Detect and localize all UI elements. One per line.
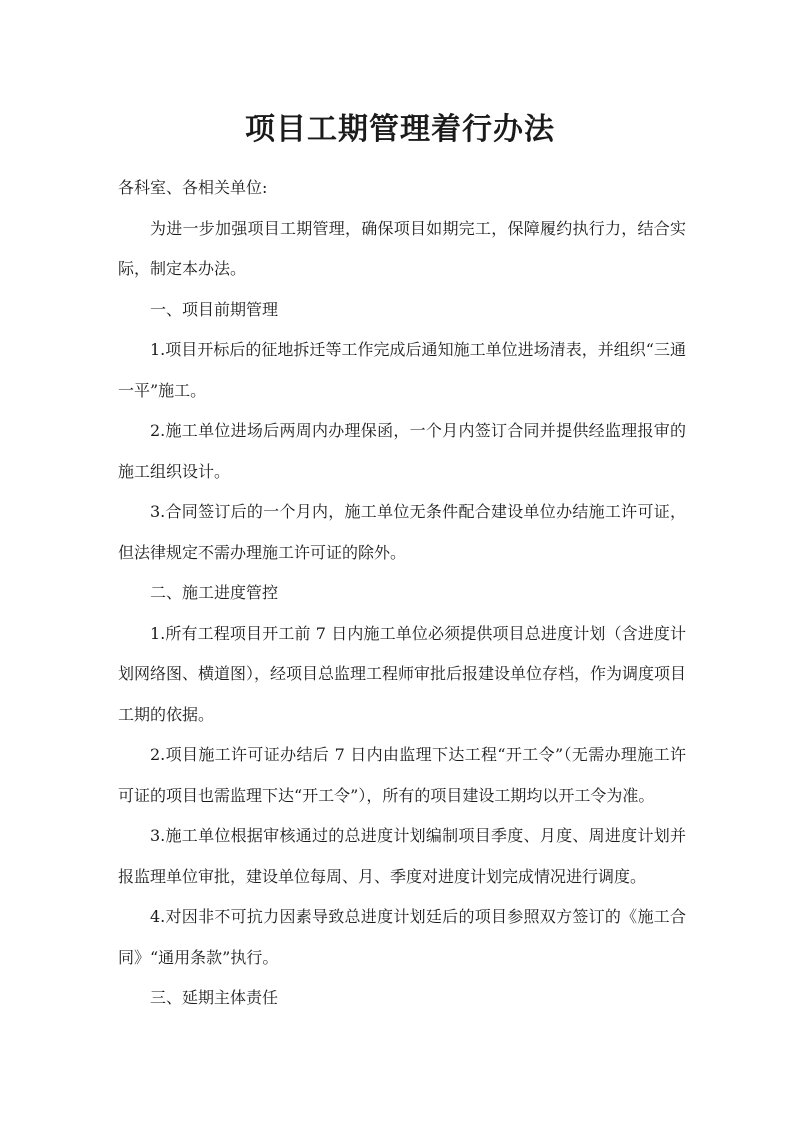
section-heading-3: 三、延期主体责任 (150, 988, 279, 1007)
clause-2-1: 1.所有工程项目开工前 7 日内施工单位必须提供项目总进度计划（含进度计划网络图、横道图），经项目总监理工程师审批后报建设单位存档，作为调度项目工期的依据。 (118, 623, 687, 724)
clause-1-2: 2.施工单位进场后两周内办理保函，一个月内签订合同并提供经监理报审的施工组织设计。 (118, 421, 686, 481)
salutation: 各科室、各相关单位: (118, 178, 268, 197)
section-heading-1: 一、项目前期管理 (150, 299, 279, 319)
clause-2-2: 2.项目施工许可证办结后 7 日内由监理下达工程“开工令”（无需办理施工许可证的项目也需监理下达“开工令”），所有的项目建设工期均以开工令为准。 (118, 745, 686, 805)
section-heading-2: 二、施工进度管控 (150, 583, 279, 602)
document-body (118, 168, 686, 1019)
document-title: 项目工期管理着行办法 (245, 112, 555, 147)
clause-2-3: 3.施工单位根据审核通过的总进度计划编制项目季度、月度、周进度计划并报监理单位审批，建设单位每周、月、季度对进度计划完成情况进行调度。 (118, 826, 686, 886)
clause-1-3: 3.合同签订后的一个月内，施工单位无条件配合建设单位办结施工许可证，但法律规定不需办理施工许可证的除外。 (118, 502, 686, 562)
clause-2-4: 4.对因非不可抗力因素导致总进度计划廷后的项目参照双方签订的《施工合同》“通用条款”执行。 (118, 907, 686, 967)
intro-paragraph: 为进一步加强项目工期管理，确保项目如期完工，保障履约执行力，结合实际，制定本办法。 (118, 218, 686, 278)
clause-1-1: 1.项目开标后的征地拆迁等工作完成后通知施工单位进场清表，并组织“三通一平”施工。 (118, 340, 686, 400)
